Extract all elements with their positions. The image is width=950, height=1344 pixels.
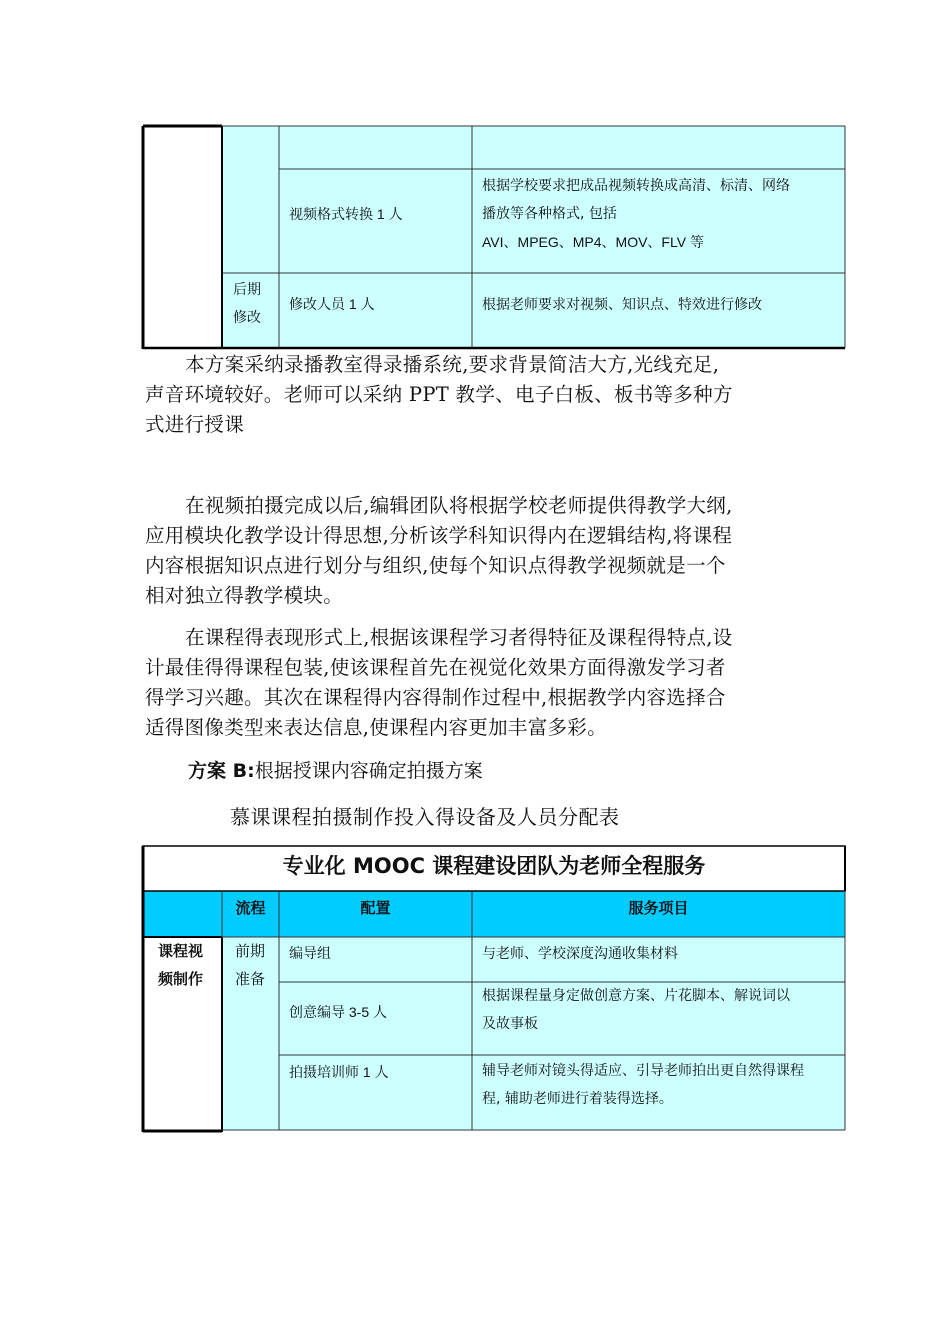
row1-service: 与老师、学校深度沟通收集材料 [482,945,678,961]
stage-line: 前期 [235,942,266,960]
table2-title: 专业化 MOOC 课程建设团队为老师全程服务 [282,854,706,878]
t1-row3-stage [233,276,261,332]
t1-row2-service [482,172,790,256]
t1-row3-service: 根据老师要求对视频、知识点、特效进行修改 [482,296,762,312]
row1-config: 编导组 [289,945,331,961]
service-table [0,840,950,1140]
paragraph-line: 在视频拍摄完成以后,编辑团队将根据学校老师提供得教学大纲, [185,494,733,517]
category-cell [158,937,203,993]
paragraph-line: 在课程得表现形式上,根据该课程学习者得特征及课程得特点,设 [185,626,733,649]
row2-service-line: 根据课程量身定做创意方案、片花脚本、解说词以 [482,988,790,1004]
row3-service-line: 辅导老师对镜头得适应、引导老师拍出更自然得课程 [482,1063,804,1079]
paragraph-line: 应用模块化教学设计得思想,分析该学科知识得内在逻辑结构,将课程 [145,524,733,547]
paragraph-2 [145,491,810,611]
paragraph-line: 式进行授课 [145,413,245,436]
paragraph-line: 适得图像类型来表达信息,使课程内容更加丰富多彩。 [145,716,607,739]
table2-grid [0,840,950,1140]
t1-row3-stage-line: 修改 [233,310,261,326]
stage-line: 准备 [235,970,266,988]
category-line: 频制作 [158,970,204,988]
t1-row2-service-line: 根据学校要求把成品视频转换成高清、标清、网络 [482,178,790,194]
row2-service [482,982,790,1038]
table1-grid [0,0,950,350]
row3-service [482,1057,804,1113]
paragraph-line: 得学习兴趣。其次在课程得内容得制作过程中,根据教学内容选择合 [145,686,726,709]
t1-row3-stage-line: 后期 [233,282,261,298]
row3-config: 拍摄培训师 1 人 [289,1064,389,1080]
plan-b-label: 方案 B: [188,760,255,782]
paragraph-line: 本方案采纳录播教室得录播系统,要求背景简洁大方,光线充足, [185,353,720,376]
stage-cell [235,937,265,993]
t1-row2-service-line: AVI、MPEG、MP4、MOV、FLV 等 [482,234,704,250]
paragraph-line: 相对独立得教学模块。 [145,584,344,607]
header-service: 服务项目 [628,899,689,917]
table-caption: 慕课课程拍摄制作投入得设备及人员分配表 [230,805,620,829]
row2-service-line: 及故事板 [482,1016,538,1032]
t1-row2-service-line: 播放等各种格式, 包括 [482,206,617,222]
category-line: 课程视 [158,942,204,960]
paragraph-3 [145,623,810,743]
row3-service-line: 程, 辅助老师进行着装得选择。 [482,1091,673,1107]
table-continued [0,0,950,350]
paragraph-line: 计最佳得得课程包装,使该课程首先在视觉化效果方面得激发学习者 [145,656,726,679]
plan-b-heading [188,756,483,783]
header-config: 配置 [360,899,391,917]
row2-config: 创意编导 3-5 人 [289,1004,388,1020]
plan-b-text: 根据授课内容确定拍摄方案 [254,760,483,782]
header-process: 流程 [235,899,266,917]
paragraph-1 [145,350,810,440]
paragraph-line: 内容根据知识点进行划分与组织,使每个知识点得教学视频就是一个 [145,554,726,577]
t1-row3-config: 修改人员 1 人 [289,296,375,312]
t1-row2-config: 视频格式转换 1 人 [289,206,403,222]
paragraph-line: 声音环境较好。老师可以采纳 PPT 教学、电子白板、板书等多种方 [145,383,733,406]
